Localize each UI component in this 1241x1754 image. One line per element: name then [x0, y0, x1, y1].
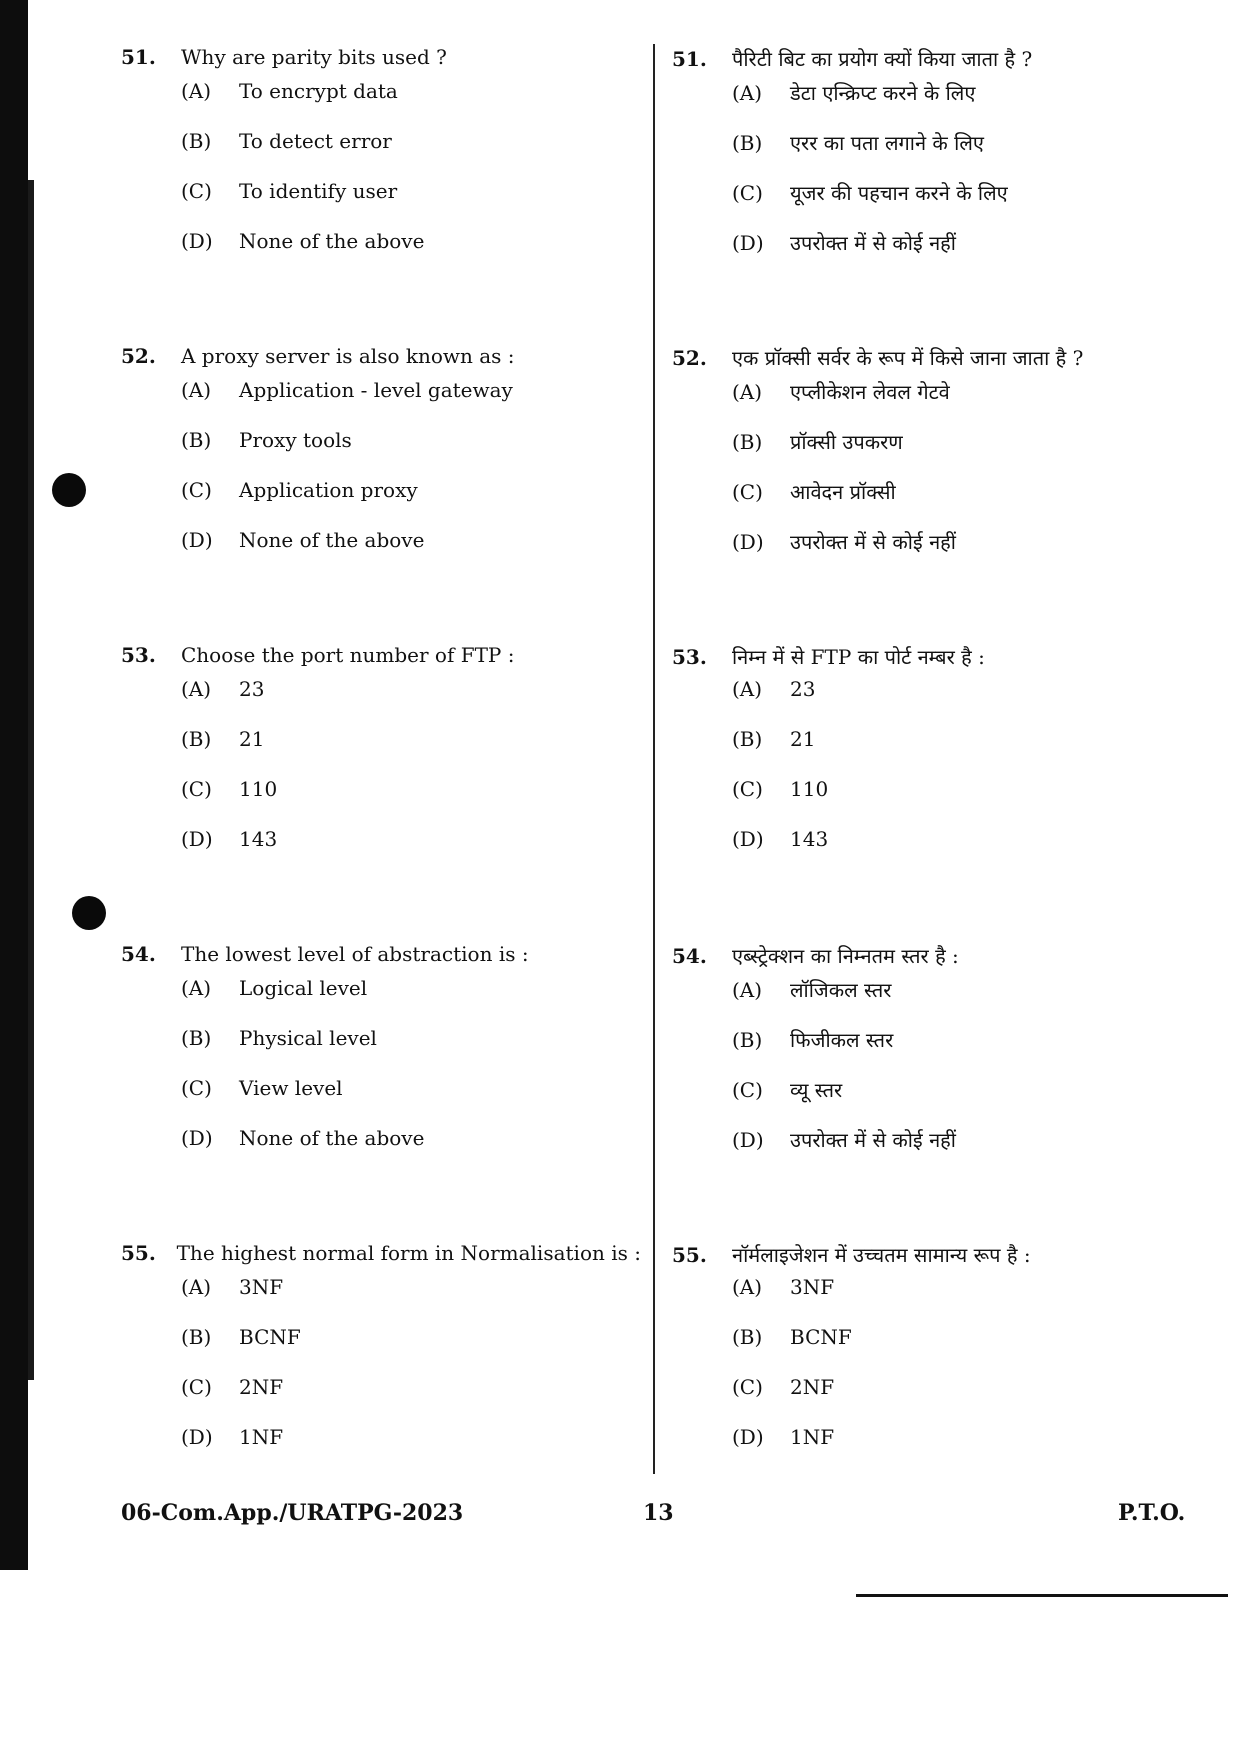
option-a: (A) 3NF: [181, 1275, 284, 1299]
option-a: (A) Application - level gateway: [181, 378, 513, 402]
option-c: (C) यूजर की पहचान करने के लिए: [732, 181, 1008, 205]
question-text: The lowest level of abstraction is :: [181, 942, 529, 966]
option-b: (B) प्रॉक्सी उपकरण: [732, 430, 903, 454]
option-d: (D) 1NF: [732, 1425, 835, 1449]
scan-edge-shadow: [0, 0, 28, 1570]
option-a: (A) To encrypt data: [181, 79, 398, 103]
option-c: (C) To identify user: [181, 179, 398, 203]
punch-hole-bottom: [72, 896, 106, 930]
question-number: 54.: [121, 942, 156, 966]
question-text: Why are parity bits used ?: [181, 45, 447, 69]
question-number: 51.: [121, 45, 156, 69]
question-55-hi: [672, 1241, 1192, 1475]
question-number: 55.: [672, 1243, 707, 1267]
punch-hole-top: [52, 473, 86, 507]
option-c: (C) आवेदन प्रॉक्सी: [732, 480, 896, 504]
question-number: 52.: [121, 344, 156, 368]
option-c: (C) 110: [181, 777, 278, 801]
option-c: (C) 110: [732, 777, 829, 801]
question-number: 52.: [672, 346, 707, 370]
question-55-en: [121, 1241, 641, 1475]
option-b: (B) To detect error: [181, 129, 392, 153]
paper-code: 06-Com.App./URATPG-2023: [121, 1500, 464, 1526]
option-b: (B) 21: [732, 727, 816, 751]
question-number: 53.: [121, 643, 156, 667]
option-c: (C) व्यू स्तर: [732, 1078, 843, 1102]
option-b: (B) BCNF: [732, 1325, 852, 1349]
option-c: (C) 2NF: [732, 1375, 835, 1399]
scan-edge-shadow-inner: [28, 180, 34, 1380]
footer-rule: [856, 1594, 1228, 1597]
option-d: (D) उपरोक्त में से कोई नहीं: [732, 1128, 956, 1152]
page-number: 13: [643, 1500, 674, 1526]
option-a: (A) Logical level: [181, 976, 368, 1000]
option-d: (D) उपरोक्त में से कोई नहीं: [732, 231, 956, 255]
option-b: (B) फिजीकल स्तर: [732, 1028, 894, 1052]
option-d: (D) 143: [732, 827, 829, 851]
option-c: (C) Application proxy: [181, 478, 418, 502]
question-text: The highest normal form in Normalisation is :: [176, 1241, 641, 1265]
question-54-hi: [672, 942, 1192, 1176]
question-number: 51.: [672, 47, 707, 71]
option-a: (A) 23: [732, 677, 816, 701]
question-text: एक प्रॉक्सी सर्वर के रूप में किसे जाना जाता है ?: [732, 346, 1084, 370]
question-52-hi: [672, 344, 1192, 578]
question-text: पैरिटी बिट का प्रयोग क्यों किया जाता है ?: [732, 47, 1033, 71]
question-51-en: [121, 45, 641, 279]
question-54-en: [121, 942, 641, 1176]
option-b: (B) Physical level: [181, 1026, 377, 1050]
option-a: (A) एप्लीकेशन लेवल गेटवे: [732, 380, 950, 404]
option-b: (B) 21: [181, 727, 265, 751]
option-d: (D) None of the above: [181, 528, 425, 552]
option-d: (D) None of the above: [181, 229, 425, 253]
question-53-hi: [672, 643, 1192, 877]
option-a: (A) लॉजिकल स्तर: [732, 978, 892, 1002]
question-text: Choose the port number of FTP :: [181, 643, 515, 667]
option-b: (B) Proxy tools: [181, 428, 352, 452]
option-a: (A) डेटा एन्क्रिप्ट करने के लिए: [732, 81, 976, 105]
question-text: नॉर्मलाइजेशन में उच्चतम सामान्य रूप है :: [732, 1243, 1031, 1267]
question-52-en: [121, 344, 641, 578]
option-c: (C) View level: [181, 1076, 343, 1100]
question-number: 53.: [672, 645, 707, 669]
column-divider: [653, 44, 655, 1474]
option-d: (D) 1NF: [181, 1425, 284, 1449]
option-b: (B) एरर का पता लगाने के लिए: [732, 131, 984, 155]
question-51-hi: [672, 45, 1192, 279]
question-text: निम्न में से FTP का पोर्ट नम्बर है :: [732, 645, 985, 669]
question-text: A proxy server is also known as :: [181, 344, 515, 368]
option-a: (A) 23: [181, 677, 265, 701]
question-number: 54.: [672, 944, 707, 968]
question-number: 55.: [121, 1241, 156, 1265]
question-text: एब्स्ट्रेक्शन का निम्नतम स्तर है :: [732, 944, 959, 968]
option-b: (B) BCNF: [181, 1325, 301, 1349]
option-a: (A) 3NF: [732, 1275, 835, 1299]
question-53-en: [121, 643, 641, 877]
option-c: (C) 2NF: [181, 1375, 284, 1399]
option-d: (D) 143: [181, 827, 278, 851]
pto-label: P.T.O.: [1118, 1500, 1186, 1526]
option-d: (D) None of the above: [181, 1126, 425, 1150]
option-d: (D) उपरोक्त में से कोई नहीं: [732, 530, 956, 554]
